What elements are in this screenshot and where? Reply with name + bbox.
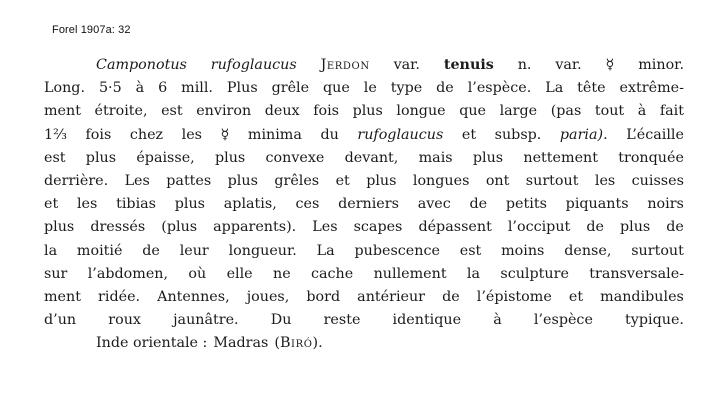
word: mais	[418, 149, 453, 166]
text-line	[44, 240, 684, 263]
word: de	[586, 219, 604, 236]
word: sculpture	[500, 265, 569, 282]
word: tronquée	[618, 149, 684, 166]
word: (plus	[161, 219, 198, 236]
word: piquants	[565, 196, 629, 213]
word: et	[461, 126, 477, 143]
word: et	[44, 196, 59, 213]
word: Jerdon	[320, 57, 370, 73]
reference-citation: Forel 1907a: 32	[52, 24, 131, 36]
word: tenuis	[443, 57, 494, 73]
word: plus	[352, 103, 383, 120]
word: le	[363, 80, 377, 97]
word: fait	[659, 103, 684, 120]
word: bord	[306, 289, 341, 306]
word: longues	[412, 173, 470, 190]
word: plus	[472, 149, 504, 166]
word: de	[436, 80, 454, 97]
word: convexe	[265, 149, 325, 166]
word: moins	[501, 242, 545, 259]
text-line	[44, 170, 684, 193]
word: longueur.	[228, 242, 297, 259]
word: grêles	[274, 173, 320, 190]
text-line	[44, 147, 684, 170]
word: n.	[517, 57, 532, 73]
word: de	[142, 242, 160, 259]
text-line	[44, 286, 684, 309]
word: l’espèce	[533, 312, 593, 329]
word: typique.	[625, 312, 684, 329]
word: plus	[227, 173, 258, 190]
text-line	[44, 77, 684, 100]
word: ment	[44, 103, 81, 120]
word: roux	[108, 312, 141, 329]
word: deux	[264, 103, 300, 120]
word: Antennes,	[157, 289, 230, 306]
word: grêle	[271, 80, 310, 97]
word: plus	[44, 219, 75, 236]
word: moitié	[76, 242, 123, 259]
word: de	[666, 219, 684, 236]
word: surtout	[525, 173, 579, 190]
word: joues,	[246, 289, 290, 306]
word: cuisses	[631, 173, 684, 190]
word: var.	[555, 57, 582, 73]
word: à	[493, 312, 502, 329]
word: où	[188, 265, 207, 282]
word: surtout	[631, 242, 684, 259]
word: nettement	[523, 149, 598, 166]
word: la	[44, 242, 58, 259]
word: à	[135, 80, 145, 97]
word: les	[594, 173, 616, 190]
word: nullement	[373, 265, 447, 282]
word: l’abdomen,	[87, 265, 169, 282]
word: 1⅔	[44, 126, 67, 143]
word: tibias	[116, 196, 156, 213]
word: et	[335, 173, 350, 190]
word: est	[459, 242, 482, 259]
word: aplatis,	[223, 196, 277, 213]
word: est	[44, 149, 66, 166]
word: jaunâtre.	[173, 312, 239, 329]
word: scapes	[353, 219, 403, 236]
word: l’occiput	[507, 219, 571, 236]
word: plus	[85, 149, 117, 166]
word: ont	[485, 173, 510, 190]
word: antérieur	[357, 289, 426, 306]
word: ne	[273, 265, 291, 282]
word: dépassent	[418, 219, 492, 236]
word: les	[181, 126, 203, 143]
word: ridée.	[98, 289, 141, 306]
word: tout	[594, 103, 625, 120]
word: petits	[505, 196, 547, 213]
word: La	[316, 242, 335, 259]
word: subsp.	[494, 126, 542, 143]
word: ☿	[605, 57, 615, 73]
word: à	[637, 103, 647, 120]
word: épaisse,	[136, 149, 195, 166]
word: type	[390, 80, 423, 97]
word: rufoglaucus	[357, 126, 444, 143]
word: la	[466, 265, 481, 282]
word: avec	[417, 196, 451, 213]
word: Camponotus	[96, 57, 187, 73]
word: Les	[312, 219, 338, 236]
word: pubescence	[354, 242, 440, 259]
word: tête	[577, 80, 606, 97]
word: transversale-	[589, 265, 684, 282]
word: du	[320, 126, 339, 143]
word: minor.	[638, 57, 684, 73]
locality-place: Madras	[213, 335, 269, 352]
word: devant,	[344, 149, 399, 166]
word: ment	[44, 289, 81, 306]
word: l’espèce.	[467, 80, 532, 97]
word: dense,	[564, 242, 612, 259]
locality-close: ).	[312, 335, 323, 352]
word: Plus	[226, 80, 258, 97]
word: Du	[270, 312, 292, 329]
word: minima	[247, 126, 302, 143]
word: Les	[124, 173, 150, 190]
word: que	[459, 103, 487, 120]
text-line	[44, 54, 684, 77]
word: reste	[323, 312, 361, 329]
word: apparents).	[213, 219, 297, 236]
text-line	[44, 216, 684, 239]
word: de	[442, 289, 460, 306]
text-line	[44, 263, 684, 286]
word: (pas	[550, 103, 582, 120]
locality-collector: Biró	[279, 335, 313, 352]
word: et	[568, 289, 584, 306]
word: de	[469, 196, 488, 213]
word: identique	[392, 312, 462, 329]
word: rufoglaucus	[210, 57, 297, 73]
word: sur	[44, 265, 68, 282]
word: derrière.	[44, 173, 109, 190]
word: est	[161, 103, 183, 120]
word: Long.	[44, 80, 86, 97]
word: les	[76, 196, 98, 213]
word: large	[499, 103, 538, 120]
word: L’écaille	[626, 126, 684, 143]
word: derniers	[338, 196, 399, 213]
word: d’un	[44, 312, 77, 329]
text-line	[44, 309, 684, 332]
word: que	[323, 80, 350, 97]
word: elle	[226, 265, 253, 282]
word: fois	[313, 103, 339, 120]
text-line	[44, 100, 684, 123]
paragraph-lines	[44, 54, 684, 332]
word: mill.	[181, 80, 213, 97]
text-line	[44, 124, 684, 147]
word: plus	[619, 219, 651, 236]
word: paria).	[559, 126, 608, 143]
word: ces	[295, 196, 320, 213]
word: mandibules	[600, 289, 684, 306]
word: 5·5	[98, 80, 122, 97]
word: pattes	[166, 173, 212, 190]
word: chez	[129, 126, 164, 143]
locality-open: (	[274, 335, 280, 352]
text-line	[44, 193, 684, 216]
word: extrême-	[619, 80, 684, 97]
word: longue	[396, 103, 446, 120]
word: La	[545, 80, 564, 97]
word: étroite,	[94, 103, 148, 120]
word: noirs	[647, 196, 684, 213]
word: var.	[393, 57, 420, 73]
word: cache	[311, 265, 354, 282]
word: l’épistome	[476, 289, 552, 306]
word: plus	[214, 149, 246, 166]
word: ☿	[220, 126, 230, 143]
word: environ	[196, 103, 252, 120]
word: plus	[366, 173, 397, 190]
word: plus	[174, 196, 206, 213]
word: fois	[85, 126, 112, 143]
description-paragraph	[44, 54, 684, 356]
word: 6	[158, 80, 168, 97]
locality-prefix: Inde orientale :	[96, 335, 208, 352]
word: dressés	[90, 219, 146, 236]
word: leur	[179, 242, 209, 259]
locality-line	[44, 332, 684, 355]
